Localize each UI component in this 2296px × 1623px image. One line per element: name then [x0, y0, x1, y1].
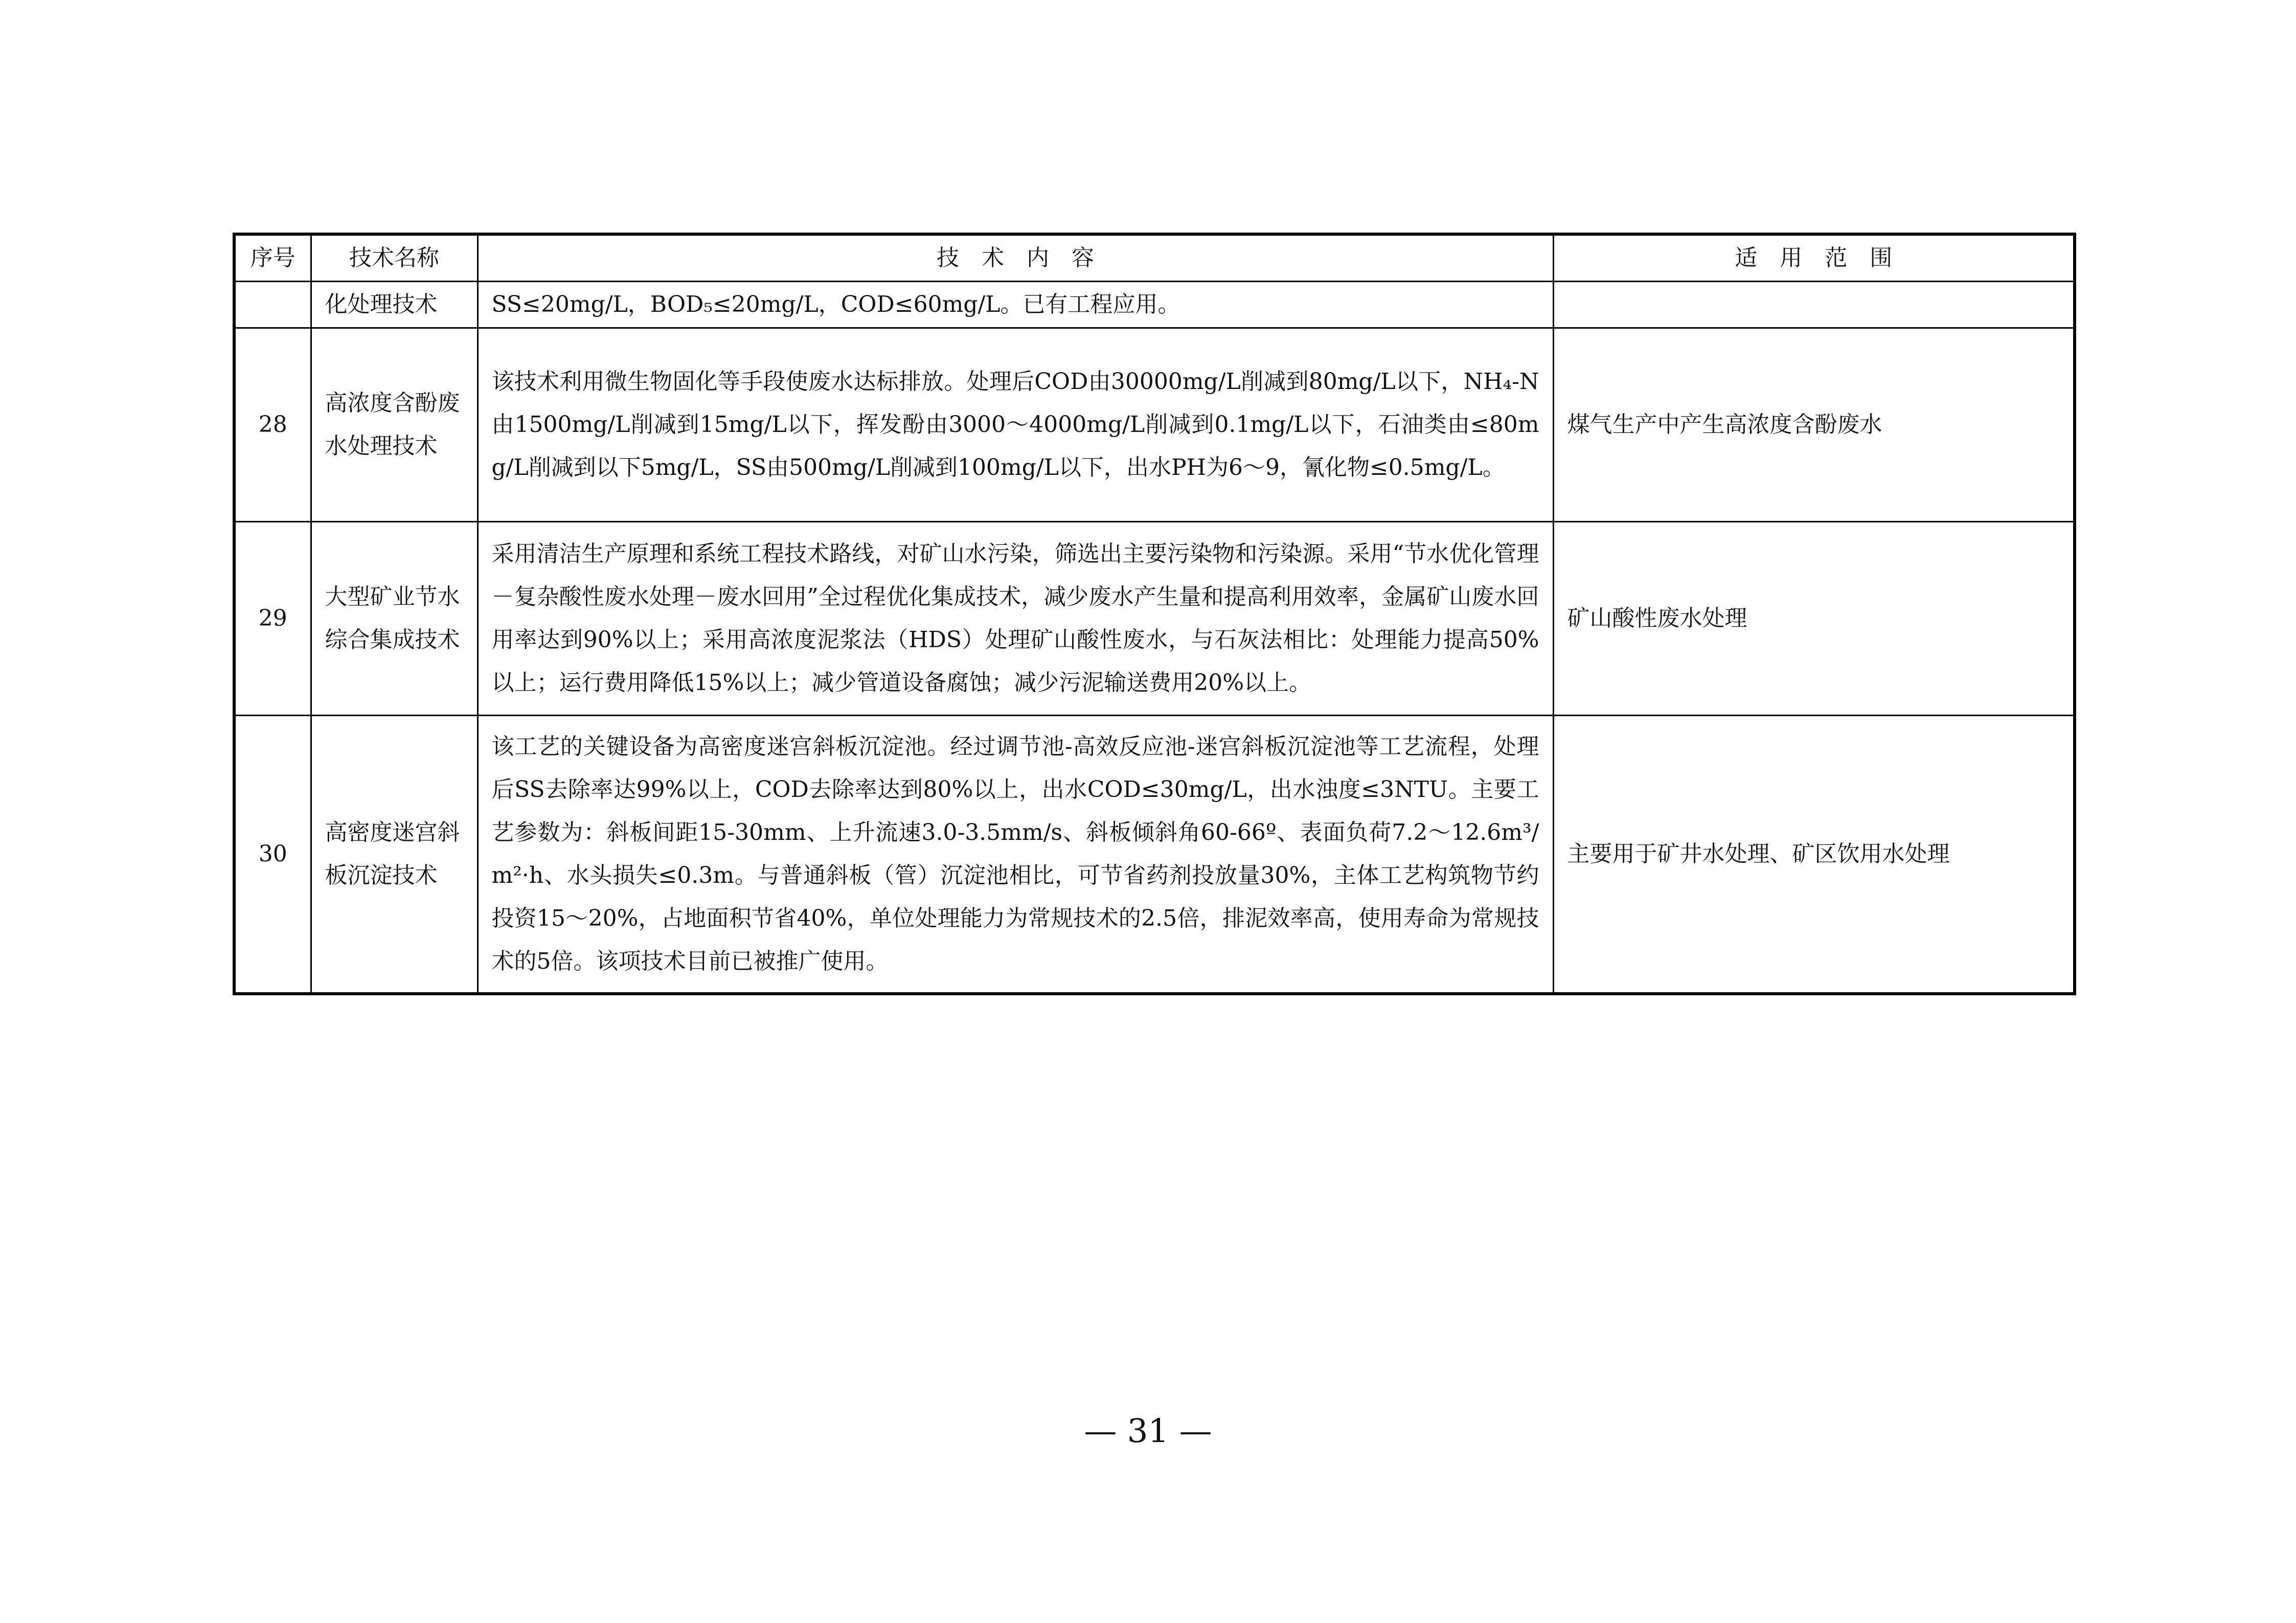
row-content: 该技术利用微生物固化等手段使废水达标排放。处理后COD由30000mg/L削减到80mg/L以下，NH₄-N由1500mg/L削减到15mg/L以下，挥发酚由3000～4000mg/L削减到0.1mg/L以下，石油类由≤80mg/L削减到以下5mg/L，SS由500mg/L削减到100mg/L以下，出水PH为6～9，氰化物≤0.5mg/L。 — [478, 328, 1553, 522]
table-row — [234, 522, 2075, 716]
header-content: 技 术 内 容 — [478, 234, 1553, 282]
row-scope: 煤气生产中产生高浓度含酚废水 — [1553, 328, 2075, 522]
table-header-row — [234, 234, 2075, 282]
row-scope: 主要用于矿井水处理、矿区饮用水处理 — [1553, 716, 2075, 994]
table-row — [234, 716, 2075, 994]
row-name: 化处理技术 — [311, 282, 478, 328]
row-name: 高密度迷宫斜板沉淀技术 — [311, 716, 478, 994]
technology-table — [233, 233, 2076, 995]
row-content: 采用清洁生产原理和系统工程技术路线，对矿山水污染，筛选出主要污染物和污染源。采用“节水优化管理－复杂酸性废水处理－废水回用”全过程优化集成技术，减少废水产生量和提高利用效率，金属矿山废水回用率达到90%以上；采用高浓度泥浆法（HDS）处理矿山酸性废水，与石灰法相比：处理能力提高50%以上；运行费用降低15%以上；减少管道设备腐蚀；减少污泥输送费用20%以上。 — [478, 522, 1553, 716]
table-row — [234, 282, 2075, 328]
header-scope: 适 用 范 围 — [1553, 234, 2075, 282]
header-name: 技术名称 — [311, 234, 478, 282]
row-content: SS≤20mg/L，BOD₅≤20mg/L，COD≤60mg/L。已有工程应用。 — [478, 282, 1553, 328]
header-no: 序号 — [234, 234, 311, 282]
row-scope — [1553, 282, 2075, 328]
row-no: 30 — [234, 716, 311, 994]
row-no: 28 — [234, 328, 311, 522]
row-no — [234, 282, 311, 328]
row-name: 大型矿业节水综合集成技术 — [311, 522, 478, 716]
row-content: 该工艺的关键设备为高密度迷宫斜板沉淀池。经过调节池-高效反应池-迷宫斜板沉淀池等工艺流程，处理后SS去除率达99%以上，COD去除率达到80%以上，出水COD≤30mg/L，出水浊度≤3NTU。主要工艺参数为：斜板间距15-30mm、上升流速3.0-3.5mm/s、斜板倾斜角60-66º、表面负荷7.2～12.6m³/m²·h、水头损失≤0.3m。与普通斜板（管）沉淀池相比，可节省药剂投放量30%，主体工艺构筑物节约投资15～20%，占地面积节省40%，单位处理能力为常规技术的2.5倍，排泥效率高，使用寿命为常规技术的5倍。该项技术目前已被推广使用。 — [478, 716, 1553, 994]
table-row — [234, 328, 2075, 522]
row-scope: 矿山酸性废水处理 — [1553, 522, 2075, 716]
row-name: 高浓度含酚废水处理技术 — [311, 328, 478, 522]
page-number: — 31 — — [1084, 1412, 1212, 1450]
row-no: 29 — [234, 522, 311, 716]
